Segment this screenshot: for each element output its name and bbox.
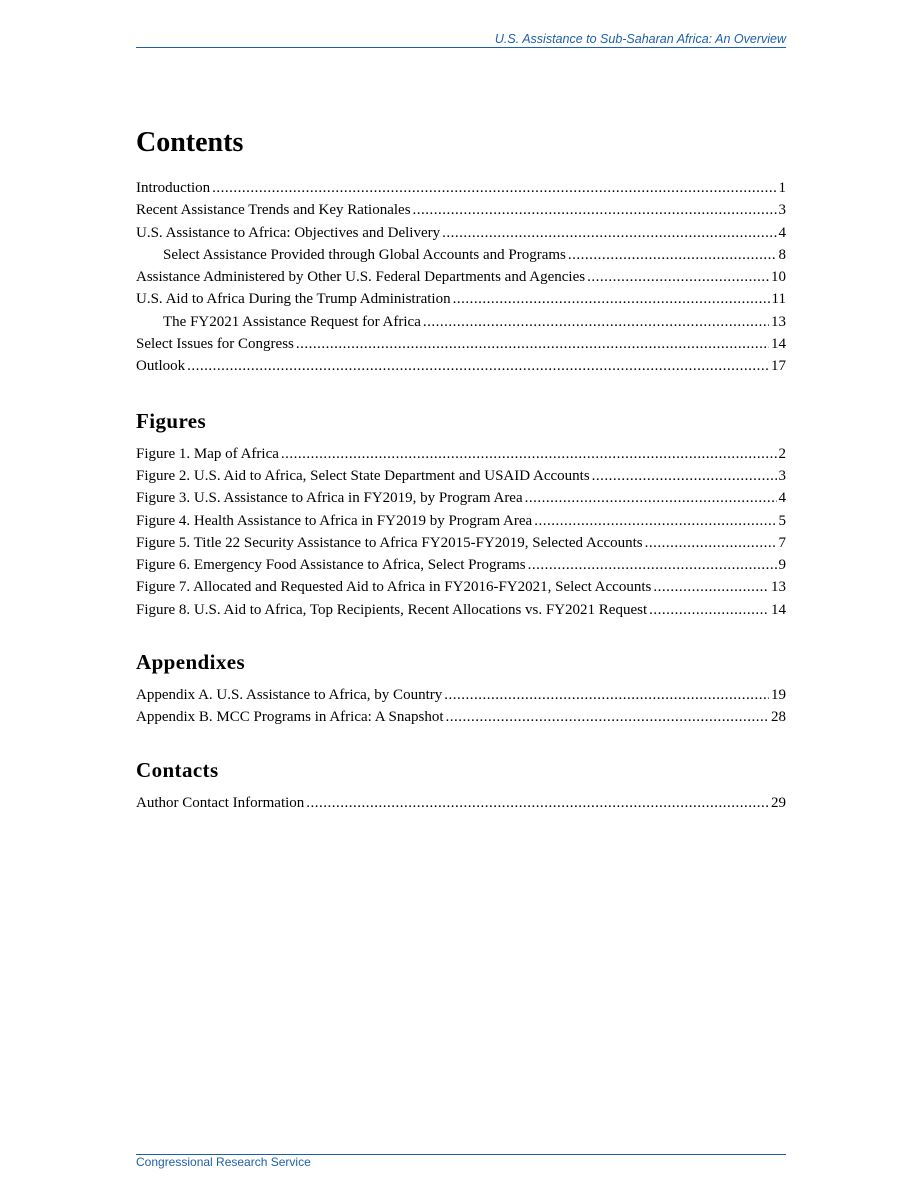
dot-leader <box>444 684 769 706</box>
dot-leader <box>212 177 776 199</box>
toc-subentry[interactable] <box>136 244 786 266</box>
dot-leader <box>453 288 770 310</box>
header-rule <box>136 47 786 48</box>
toc-entry-page: 28 <box>771 709 786 726</box>
dot-leader <box>446 706 770 728</box>
toc-entry-title: U.S. Aid to Africa During the Trump Administration <box>136 291 451 308</box>
section-gap <box>136 621 786 648</box>
figure-entry[interactable] <box>136 576 786 598</box>
figures-list <box>136 443 786 621</box>
dot-leader <box>528 554 777 576</box>
contacts-list <box>136 792 786 814</box>
toc-entry[interactable] <box>136 199 786 221</box>
toc-entry-title: Introduction <box>136 180 211 196</box>
figure-entry[interactable] <box>136 487 786 509</box>
toc-entry-page: 11 <box>771 291 786 308</box>
appendix-entry[interactable] <box>136 706 786 728</box>
toc-entry-title: Figure 2. U.S. Aid to Africa, Select State Department and USAID Accounts <box>136 467 590 484</box>
toc-entry[interactable] <box>136 222 786 244</box>
toc-entry-page: 19 <box>771 687 786 704</box>
toc-entry-page: 9 <box>778 557 786 574</box>
dot-leader <box>587 266 769 288</box>
toc-entry-page: 10 <box>771 269 786 286</box>
toc-entry-title: Select Issues for Congress <box>136 336 294 353</box>
toc-entry[interactable] <box>136 288 786 310</box>
toc-entry-title: The FY2021 Assistance Request for Africa <box>163 313 421 330</box>
toc-entry-title: Appendix B. MCC Programs in Africa: A Snapshot <box>136 709 444 726</box>
toc-entry-title: Select Assistance Provided through Global Accounts and Programs <box>163 246 566 263</box>
dot-leader <box>525 487 777 509</box>
contacts-section <box>136 756 786 814</box>
toc-entry-title: Figure 7. Allocated and Requested Aid to Africa in FY2016-FY2021, Select Accounts <box>136 579 652 596</box>
toc-entry-page: 3 <box>778 202 786 219</box>
dot-leader <box>413 199 777 221</box>
figure-entry[interactable] <box>136 554 786 576</box>
figure-entry[interactable] <box>136 599 786 621</box>
toc-entry-page: 17 <box>771 358 786 375</box>
dot-leader <box>645 532 777 554</box>
contact-entry[interactable] <box>136 792 786 814</box>
toc-entry-title: Assistance Administered by Other U.S. Federal Departments and Agencies <box>136 269 586 286</box>
dot-leader <box>306 792 769 814</box>
contents-list <box>136 177 786 378</box>
toc-entry-page: 4 <box>778 490 786 507</box>
toc-entry-page: 5 <box>778 512 786 529</box>
dot-leader <box>568 244 777 266</box>
section-gap <box>136 729 786 756</box>
contents-section <box>136 125 786 378</box>
running-footer: Congressional Research Service <box>136 1155 311 1169</box>
toc-subentry[interactable] <box>136 311 786 333</box>
figures-heading: Figures <box>136 408 207 433</box>
toc-entry[interactable] <box>136 333 786 355</box>
toc-entry-title: Figure 4. Health Assistance to Africa in FY2019 by Program Area <box>136 512 533 529</box>
dot-leader <box>534 510 776 532</box>
toc-entry-title: Figure 6. Emergency Food Assistance to Africa, Select Programs <box>136 557 526 574</box>
section-gap <box>136 378 786 407</box>
toc-entry-page: 7 <box>778 534 786 551</box>
toc-entry-title: Figure 5. Title 22 Security Assistance to Africa FY2015-FY2019, Selected Accounts <box>136 534 643 551</box>
toc-entry-title: Figure 8. U.S. Aid to Africa, Top Recipients, Recent Allocations vs. FY2021 Request <box>136 601 648 618</box>
figure-entry[interactable] <box>136 443 786 465</box>
appendixes-section <box>136 648 786 729</box>
toc-entry-page: 2 <box>778 445 786 462</box>
figure-entry[interactable] <box>136 532 786 554</box>
toc-entry[interactable] <box>136 355 786 377</box>
toc-entry-page: 13 <box>771 579 786 596</box>
table-of-contents <box>136 125 786 814</box>
dot-leader <box>296 333 769 355</box>
toc-entry-page: 4 <box>778 224 786 241</box>
toc-entry-page: 1 <box>778 180 786 196</box>
toc-entry[interactable] <box>136 266 786 288</box>
dot-leader <box>423 311 769 333</box>
toc-entry-page: 14 <box>771 336 786 353</box>
toc-entry-page: 13 <box>771 313 786 330</box>
toc-entry-title: Figure 1. Map of Africa <box>136 445 279 462</box>
appendixes-list <box>136 684 786 729</box>
contents-heading: Contents <box>136 127 244 158</box>
toc-entry[interactable] <box>136 177 786 199</box>
figures-section <box>136 407 786 621</box>
dot-leader <box>187 355 769 377</box>
toc-entry-title: Recent Assistance Trends and Key Rationales <box>136 202 411 219</box>
toc-entry-title: Figure 3. U.S. Assistance to Africa in FY2019, by Program Area <box>136 490 523 507</box>
toc-entry-page: 14 <box>771 601 786 618</box>
dot-leader <box>592 465 777 487</box>
figure-entry[interactable] <box>136 510 786 532</box>
dot-leader <box>442 222 776 244</box>
appendixes-heading: Appendixes <box>136 650 246 675</box>
dot-leader <box>281 443 777 465</box>
appendix-entry[interactable] <box>136 684 786 706</box>
running-header: U.S. Assistance to Sub-Saharan Africa: An Overview <box>494 32 786 46</box>
dot-leader <box>653 576 769 598</box>
toc-entry-title: U.S. Assistance to Africa: Objectives and Delivery <box>136 224 441 241</box>
toc-entry-title: Appendix A. U.S. Assistance to Africa, by Country <box>136 687 443 704</box>
toc-entry-page: 8 <box>778 246 786 263</box>
dot-leader <box>649 599 769 621</box>
toc-entry-page: 3 <box>778 467 786 484</box>
toc-entry-page: 29 <box>771 794 786 811</box>
figure-entry[interactable] <box>136 465 786 487</box>
contacts-heading: Contacts <box>136 757 219 782</box>
toc-entry-title: Outlook <box>136 358 186 375</box>
toc-entry-title: Author Contact Information <box>136 794 305 811</box>
